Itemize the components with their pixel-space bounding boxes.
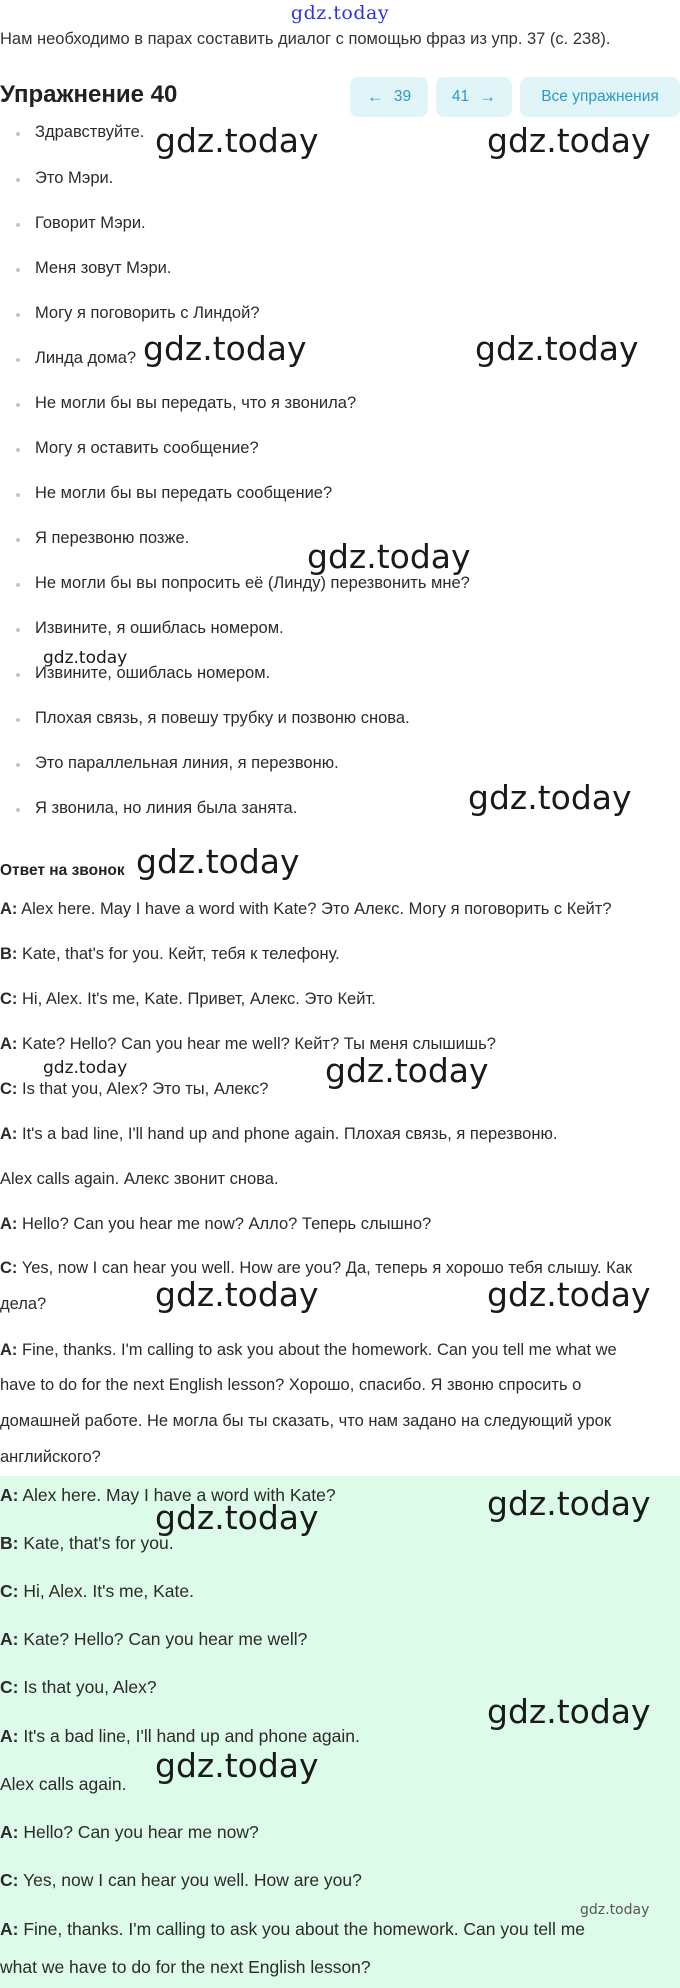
answer-heading: Ответ на звонок <box>0 862 125 879</box>
arrow-right-icon: → <box>479 87 497 106</box>
watermark: gdz.today <box>580 1902 650 1918</box>
watermark: gdz.today <box>487 1692 651 1731</box>
watermark: gdz.today <box>307 537 471 576</box>
watermark: gdz.today <box>487 1275 651 1314</box>
watermark: gdz.today <box>155 1498 319 1537</box>
english-line: what we have to do for the next English lesson? <box>0 1957 371 1977</box>
watermark: gdz.today <box>43 648 128 668</box>
dialog-line: C: Hi, Alex. It's me, Kate. Привет, Алекс. Это Кейт. <box>0 990 376 1008</box>
dialog-line: A: It's a bad line, I'll hand up and phone again. Плохая связь, я перезвоню. <box>0 1125 558 1143</box>
intro-text: Нам необходимо в парах составить диалог с помощью фраз из упр. 37 (с. 238). <box>0 30 611 48</box>
dialog-line: A: Fine, thanks. I'm calling to ask you about the homework. Can you tell me what we <box>0 1341 617 1359</box>
dialog-line: A: Alex here. May I have a word with Kate? Это Алекс. Могу я поговорить с Кейт? <box>0 900 612 918</box>
english-line: A: It's a bad line, I'll hand up and phone again. <box>0 1726 360 1746</box>
dialog-line: have to do for the next English lesson? Хорошо, спасибо. Я звоню спросить о <box>0 1376 582 1394</box>
all-exercises-button[interactable]: Все упражнения <box>520 77 680 117</box>
arrow-left-icon: ← <box>366 87 384 106</box>
english-line: Alex calls again. <box>0 1774 127 1794</box>
english-line: A: Fine, thanks. I'm calling to ask you about the homework. Can you tell me <box>0 1919 586 1939</box>
dialog-line: A: Hello? Can you hear me now? Алло? Теперь слышно? <box>0 1215 432 1233</box>
watermark: gdz.today <box>487 121 651 160</box>
dialog-line: Alex calls again. Алекс звонит снова. <box>0 1170 279 1188</box>
english-line: C: Yes, now I can hear you well. How are you? <box>0 1870 362 1890</box>
dialog-line: B: Kate, that's for you. Кейт, тебя к телефону. <box>0 945 340 963</box>
watermark: gdz.today <box>43 1058 128 1078</box>
watermark: gdz.today <box>136 842 300 881</box>
dialog-line: C: Yes, now I can hear you well. How are you? Да, теперь я хорошо тебя слышу. Как <box>0 1259 633 1277</box>
watermark: gdz.today <box>468 778 632 817</box>
dialog-line: дела? <box>0 1295 47 1313</box>
watermark: gdz.today <box>475 329 639 368</box>
english-line: B: Kate, that's for you. <box>0 1533 174 1553</box>
english-line: C: Is that you, Alex? <box>0 1677 157 1697</box>
site-logo[interactable]: gdz.today <box>290 2 390 24</box>
watermark: gdz.today <box>155 1746 319 1785</box>
dialog-line: английского? <box>0 1448 101 1466</box>
watermark: gdz.today <box>155 1275 319 1314</box>
exercise-title: Упражнение 40 <box>0 81 178 108</box>
english-line: A: Kate? Hello? Can you hear me well? <box>0 1629 308 1649</box>
english-line: A: Hello? Can you hear me now? <box>0 1822 259 1842</box>
english-line: A: Alex here. May I have a word with Kate? <box>0 1485 336 1505</box>
prev-exercise-button[interactable] <box>350 77 428 117</box>
dialog-line: C: Is that you, Alex? Это ты, Алекс? <box>0 1080 269 1098</box>
english-line: C: Hi, Alex. It's me, Kate. <box>0 1581 194 1601</box>
prev-exercise-label: 39 <box>393 88 412 105</box>
next-exercise-button[interactable] <box>436 77 512 117</box>
watermark: gdz.today <box>487 1484 651 1523</box>
watermark: gdz.today <box>143 329 307 368</box>
watermark: gdz.today <box>155 121 319 160</box>
dialog-line: домашней работе. Не могла бы ты сказать, что нам задано на следующий урок <box>0 1412 612 1430</box>
dialog-line: A: Kate? Hello? Can you hear me well? Кейт? Ты меня слышишь? <box>0 1035 496 1053</box>
watermark: gdz.today <box>325 1051 489 1090</box>
next-exercise-label: 41 <box>451 88 470 105</box>
